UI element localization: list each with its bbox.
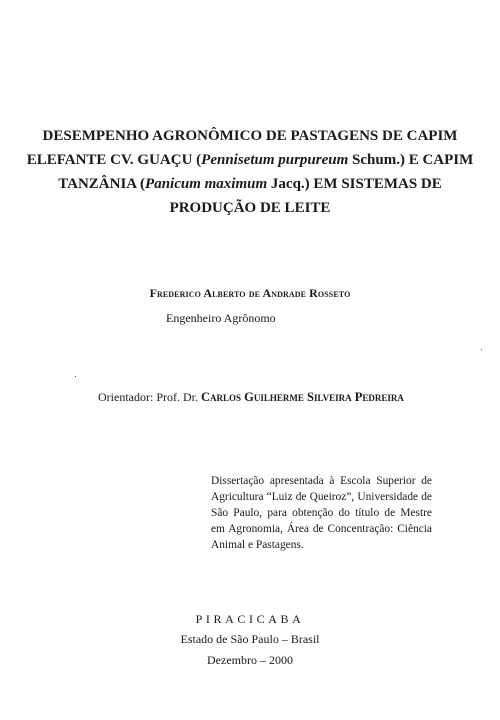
title-line-4: PRODUÇÃO DE LEITE: [169, 200, 331, 216]
title-line-3-text-b: Jacq.) EM SISTEMAS DE: [267, 176, 442, 192]
advisor-line: [98, 390, 404, 405]
title-line-2-text-a: ELEFANTE CV. GUAÇU (: [26, 152, 202, 168]
advisor-name: Carlos Guilherme Silveira Pedreira: [200, 390, 404, 404]
author-degree: Engenheiro Agrônomo: [166, 311, 276, 325]
thesis-title: [20, 124, 480, 220]
title-line-1: DESEMPENHO AGRONÔMICO DE PASTAGENS DE CAPIM: [42, 128, 458, 144]
state-country: Estado de São Paulo – Brasil: [180, 632, 320, 646]
scan-speck: [481, 349, 482, 350]
title-species-pennisetum: Pennisetum purpureum: [201, 152, 349, 168]
title-line-3: [20, 172, 480, 196]
title-species-panicum: Panicum maximum: [145, 176, 268, 192]
title-line-2: [20, 148, 480, 172]
scan-speck: [75, 376, 76, 377]
advisor-prefix: Orientador: Prof. Dr.: [98, 390, 201, 404]
title-line-2-text-b: Schum.) E CAPIM: [348, 152, 474, 168]
title-line-3-text-a: TANZÂNIA (: [58, 176, 146, 192]
author-name: Frederico Alberto de Andrade Rosseto: [149, 286, 351, 300]
date: Dezembro – 2000: [207, 653, 293, 667]
city: PIRACICABA: [195, 612, 305, 626]
dissertation-note: Dissertação apresentada à Escola Superior de Agricultura “Luiz de Queiroz”, Universidade de São Paulo, para obtenção do título de Mestre em Agronomia, Área de Concentração: Ciência Animal e Pastagens.: [211, 475, 432, 551]
